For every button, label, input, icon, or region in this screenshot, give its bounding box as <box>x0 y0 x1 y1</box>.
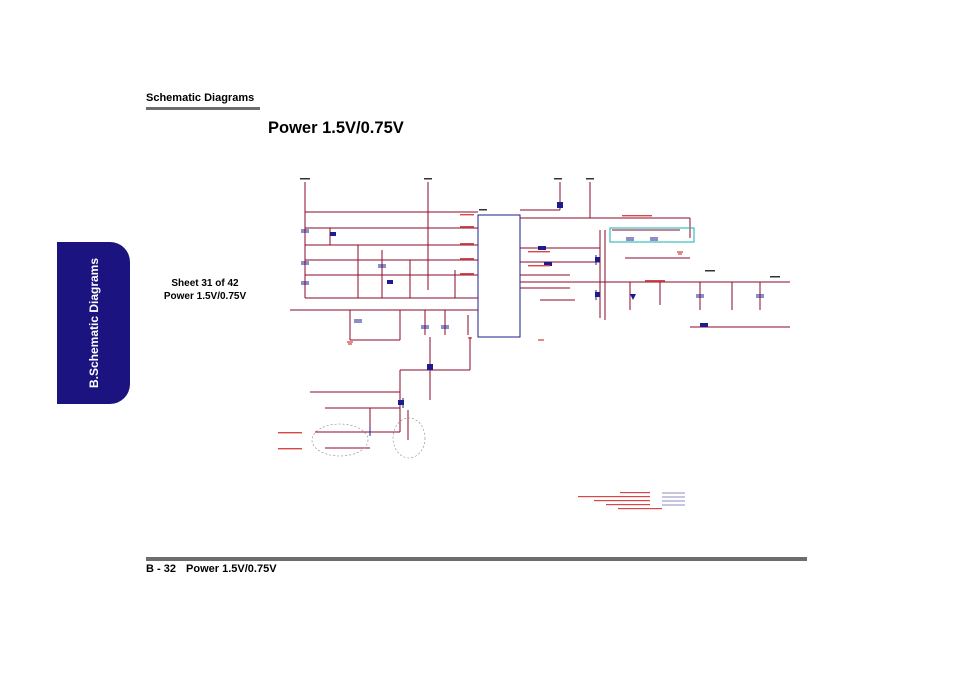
chapter-tab[interactable] <box>57 242 130 404</box>
footer-page-number: B - 32 <box>146 563 176 575</box>
footer-divider <box>146 557 807 561</box>
chapter-tab-label: B.Schematic Diagrams <box>86 257 101 389</box>
sheet-title: Power 1.5V/0.75V <box>163 291 247 302</box>
page-title: Power 1.5V/0.75V <box>268 119 404 137</box>
sheet-number: Sheet 31 of 42 <box>171 278 239 289</box>
section-header: Schematic Diagrams <box>146 92 255 104</box>
header-divider <box>146 107 260 110</box>
sheet-info <box>150 277 260 303</box>
footer <box>146 563 277 575</box>
schematic-diagram <box>270 170 810 520</box>
footer-title: Power 1.5V/0.75V <box>186 563 277 575</box>
